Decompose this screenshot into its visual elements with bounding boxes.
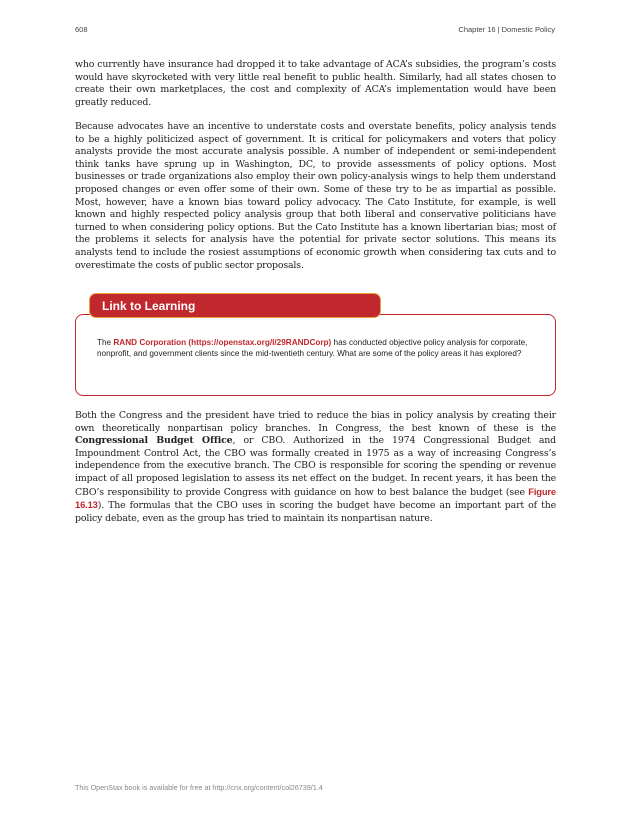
page-number: 608 bbox=[75, 25, 88, 34]
key-term-cbo: Congressional Budget Office bbox=[75, 435, 233, 447]
rand-corporation-link[interactable]: RAND Corporation (https://openstax.org/l/29RANDCorp) bbox=[113, 338, 332, 347]
callout-text-before: The bbox=[97, 338, 114, 347]
paragraph-1: who currently have insurance had dropped it to take advantage of ACA’s subsidies, the program’s costs would have skyrocketed with very little real benefit to public health. Similarly, had all states chosen to create their own marketplaces, the cost and complexity of ACA’s implementation would have been greatly reduced. bbox=[75, 59, 556, 108]
footer-note: This OpenStax book is available for free at http://cnx.org/content/col26739/1.4 bbox=[75, 783, 323, 792]
paragraph-3-after: ). The formulas that the CBO uses in scoring the budget have become an important part of the policy debate, even as the group has tried to maintain its nonpartisan nature. bbox=[75, 500, 556, 524]
chapter-title: Chapter 16 | Domestic Policy bbox=[458, 25, 555, 34]
figure-reference-link[interactable]: Figure 16.13 bbox=[75, 485, 556, 511]
paragraph-3 bbox=[75, 410, 556, 525]
paragraph-3-middle: , or CBO. Authorized in the 1974 Congressional Budget and Impoundment Control Act, the CBO was formally created in 1975 as a way of increasing Congress’s independence from the executive branch. The CBO is responsible for scoring the spending or revenue impact of all proposed legislation to assess its net effect on the budget. In recent years, it has been the CBO’s responsibility to provide Congress with guidance on how to best balance the budget (see bbox=[75, 435, 557, 498]
callout-title: Link to Learning bbox=[102, 299, 196, 313]
paragraph-3-before: Both the Congress and the president have tried to reduce the bias in policy analysis by creating their own theoretically nonpartisan policy branches. In Congress, the best known of these is the bbox=[75, 410, 556, 434]
paragraph-2: Because advocates have an incentive to understate costs and overstate benefits, policy analysis tends to be a highly politicized aspect of government. It is critical for policymakers and voters that policy analysts provide the most accurate analysis possible. A number of independent or semi-independent think tanks have sprung up in Washington, DC, to provide assessments of policy options. Most businesses or trade organizations also employ their own policy-analysis wings to help them understand proposed changes or even offer some of their own. Some of these try to be as impartial as possible. Most, however, have a known bias toward policy advocacy. The Cato Institute, for example, is well known and highly respected policy analysis group that both liberal and conservative politicians have turned to when considering policy options. But the Cato Institute has a known libertarian bias; most of the problems it selects for analysis have the potential for private sector solutions. This means its analysts tend to include the rosiest assumptions of economic growth when considering tax cuts and to overestimate the costs of public sector proposals. bbox=[75, 121, 556, 271]
link-to-learning-tab bbox=[89, 293, 381, 318]
callout-text-after: has conducted objective policy analysis for corporate, nonprofit, and government clients since the mid-twentieth century. What are some of the policy areas it has explored? bbox=[97, 338, 528, 359]
callout-text bbox=[97, 337, 537, 359]
